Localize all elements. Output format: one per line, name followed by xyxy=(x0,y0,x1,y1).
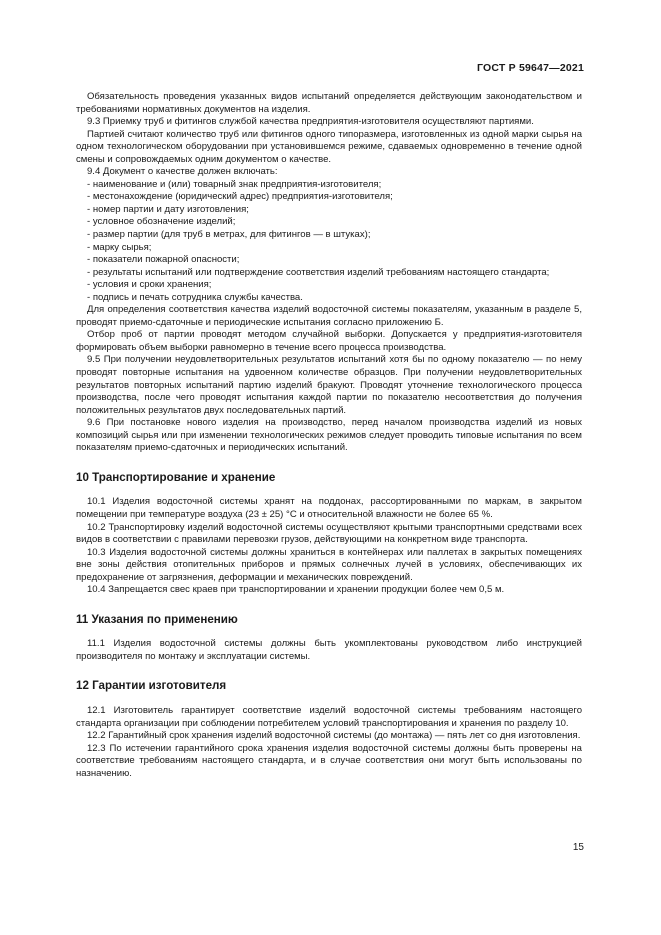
list-item: - показатели пожарной опасности; xyxy=(87,254,240,266)
paragraph: 12.1 Изготовитель гарантирует соответствие изделий водосточной системы требованиям настоящего стандарта организации при соблюдении потребителем условий транспортирования и хранения по разделу 10. xyxy=(76,704,582,729)
list-item: - условное обозначение изделий; xyxy=(87,216,236,228)
paragraph: 10.4 Запрещается свес краев при транспортировании и хранении продукции более чем 0,5 м. xyxy=(87,584,505,596)
paragraph: Обязательность проведения указанных видов испытаний определяется действующим законодательством и требованиями нормативных документов на изделия. xyxy=(76,91,582,115)
paragraph: 9.4 Документ о качестве должен включать: xyxy=(87,166,278,178)
list-item: - номер партии и дату изготовления; xyxy=(87,203,249,215)
paragraph: 12.3 По истечении гарантийного срока хранения изделия водосточной системы должны быть проверены на соответствие требованиям настоящего стандарта, и в случае соответствия они могут быть использованы по назначению. xyxy=(76,742,582,779)
paragraph: Отбор проб от партии проводят методом случайной выборки. Допускается у предприятия-изготовителя формировать объем выборки равномерно в течение всего процесса производства. xyxy=(76,329,582,353)
document-standard-code: ГОСТ Р 59647—2021 xyxy=(476,62,584,74)
list-item: - условия и сроки хранения; xyxy=(87,279,212,291)
paragraph: Партией считают количество труб или фитингов одного типоразмера, изготовленных из одной марки сырья на одном технологическом оборудовании при установившемся режиме, сдаваемых одновременно в течение одной смены и сопровождаемых одним документом о качестве. xyxy=(76,128,582,165)
paragraph: 9.5 При получении неудовлетворительных результатов испытаний хотя бы по одному показателю — по нему проводят повторные испытания на удвоенном количестве образцов. При получении неудовлетворительных результатов повторных испытаний партию изделий бракуют. Проводят уточнение технологического процесса производства, после чего проводят испытания каждой партии по показателю несоответствия до получения положительных результатов двух последовательных партий. xyxy=(76,354,582,416)
paragraph: 9.3 Приемку труб и фитингов службой качества предприятия-изготовителя осуществляют партиями. xyxy=(87,116,534,128)
paragraph: 12.2 Гарантийный срок хранения изделий водосточной системы (до монтажа) — пять лет со дня изготовления. xyxy=(87,730,581,742)
paragraph: 9.6 При постановке нового изделия на производство, перед началом производства изделий из новых композиций сырья или при изменении технологических режимов следует проводить типовые испытания по всем показателям приемо-сдаточных и периодических испытаний. xyxy=(76,417,582,454)
list-item: - подпись и печать сотрудника службы качества. xyxy=(87,291,303,303)
paragraph: Для определения соответствия качества изделий водосточной системы показателям, указанным в разделе 5, проводят приемо-сдаточные и периодические испытания согласно приложению Б. xyxy=(76,304,582,328)
list-item: - наименование и (или) товарный знак предприятия-изготовителя; xyxy=(87,178,382,190)
section-title-transport: 10 Транспортирование и хранение xyxy=(76,470,276,484)
document-body xyxy=(76,91,582,780)
paragraph: 10.3 Изделия водосточной системы должны храниться в контейнерах или паллетах в закрытых помещениях вне зоны действия отопительных приборов и прямых солнечных лучей в условиях, обеспечивающих их предохранение от загрязнения, деформации и механических повреждений. xyxy=(76,546,582,583)
section-title-application: 11 Указания по применению xyxy=(76,612,238,626)
paragraph: 10.1 Изделия водосточной системы хранят на поддонах, рассортированными по маркам, в закрытом помещении при температуре воздуха (23 ± 25) °C и относительной влажности не более 65 %. xyxy=(76,496,582,520)
paragraph: 11.1 Изделия водосточной системы должны быть укомплектованы руководством либо инструкцией производителя по монтажу и эксплуатации системы. xyxy=(76,638,582,662)
paragraph: 10.2 Транспортировку изделий водосточной системы осуществляют крытыми транспортными средствами всех видов в соответствии с правилами перевозки грузов, действующими на конкретном виде транспорта. xyxy=(76,521,582,546)
list-item: - результаты испытаний или подтверждение соответствия изделий требованиям настоящего стандарта; xyxy=(87,266,550,278)
page-number: 15 xyxy=(572,842,584,853)
list-item: - размер партии (для труб в метрах, для фитингов — в штуках); xyxy=(87,229,371,241)
list-item: - марку сырья; xyxy=(87,241,152,253)
list-item: - местонахождение (юридический адрес) предприятия-изготовителя; xyxy=(87,191,393,203)
section-title-warranty: 12 Гарантии изготовителя xyxy=(76,679,227,693)
